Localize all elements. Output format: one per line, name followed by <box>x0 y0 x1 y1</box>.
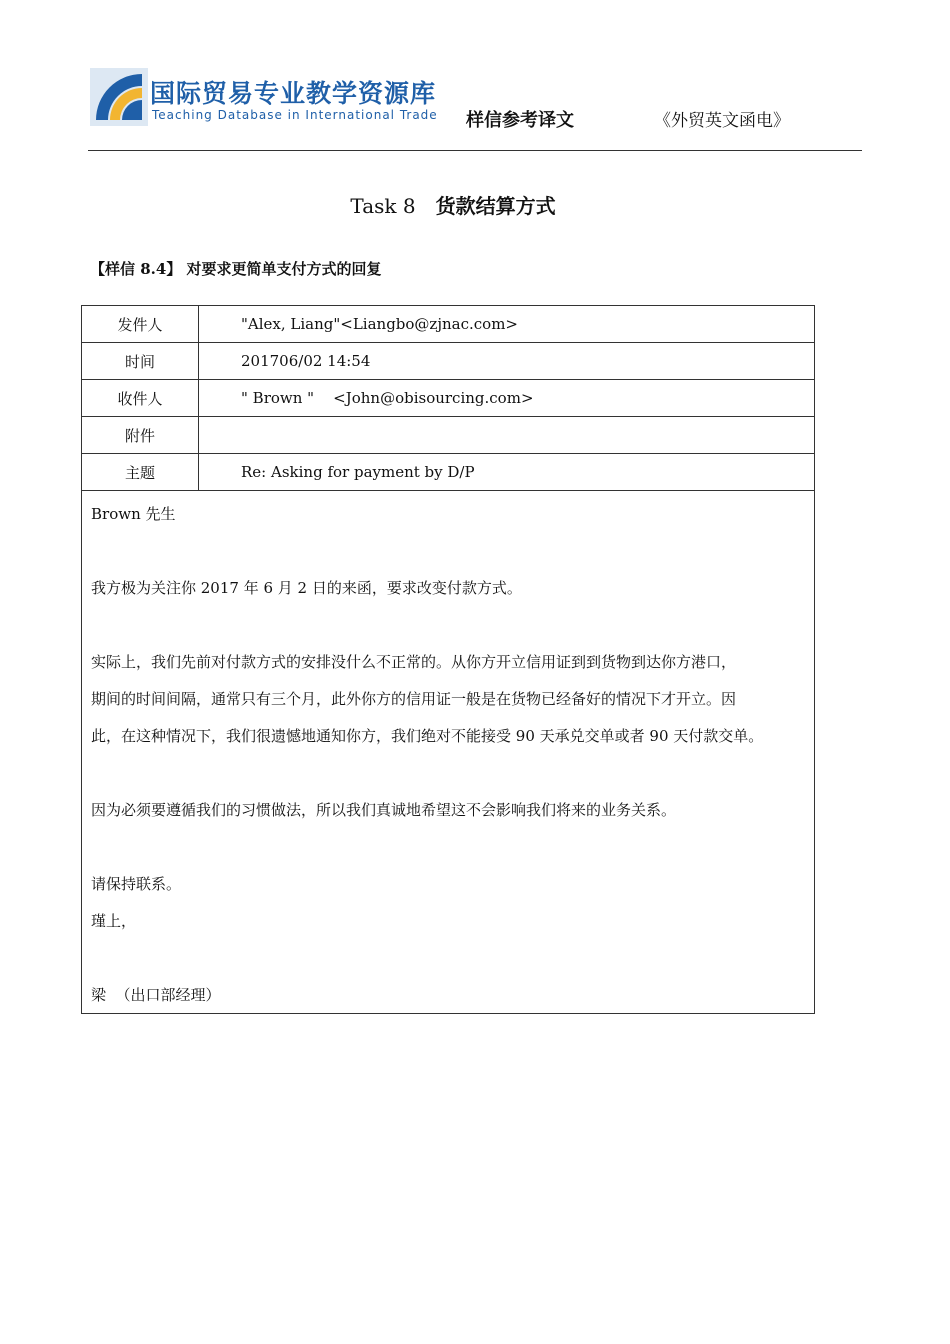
email-header-table <box>82 306 814 491</box>
table-row <box>82 343 814 380</box>
subject-value: Re: Asking for payment by D/P <box>199 454 815 491</box>
spacer <box>91 755 811 792</box>
attachment-value <box>199 417 815 454</box>
book-title: 《外贸英文函电》 <box>654 111 790 131</box>
subject-label: 主题 <box>82 454 199 491</box>
task-topic: 货款结算方式 <box>435 194 556 218</box>
paragraph-2-line-2: 期间的时间间隔，通常只有三个月，此外你方的信用证一般是在货物已经备好的情况下才开立。因 <box>91 690 737 708</box>
header-divider <box>88 150 862 151</box>
spacer <box>91 940 811 977</box>
task-number: Task 8 <box>350 194 416 218</box>
table-row <box>82 417 814 454</box>
time-label: 时间 <box>82 343 199 380</box>
recipient-label: 收件人 <box>82 380 199 417</box>
recipient-value: " Brown " <John@obisourcing.com> <box>199 380 815 417</box>
spacer <box>91 829 811 866</box>
email-box <box>81 305 815 1014</box>
email-body <box>91 496 811 1014</box>
page-title <box>0 190 906 219</box>
logo <box>90 68 448 126</box>
signature: 梁 （出口部经理） <box>91 986 221 1004</box>
paragraph-2-line-3: 此，在这种情况下，我们很遗憾地通知你方，我们绝对不能接受 90 天承兑交单或者 90 天付款交单。 <box>91 727 764 745</box>
table-row <box>82 380 814 417</box>
paragraph-2-line-1: 实际上，我们先前对付款方式的安排没什么不正常的。从你方开立信用证到到货物到达你方港口， <box>91 653 737 671</box>
sender-value: "Alex, Liang"<Liangbo@zjnac.com> <box>199 306 815 343</box>
table-row <box>82 454 814 491</box>
closing: 瑾上， <box>91 912 137 930</box>
sample-label: 样信参考译文 <box>466 110 574 131</box>
time-value: 201706/02 14:54 <box>199 343 815 380</box>
paragraph-1: 我方极为关注你 2017 年 6 月 2 日的来函，要求改变付款方式。 <box>91 579 522 597</box>
salutation: Brown 先生 <box>91 505 176 523</box>
logo-mark-icon <box>90 68 148 126</box>
logo-en-text: Teaching Database in International Trade <box>152 108 438 122</box>
logo-cn-text: 国际贸易专业教学资源库 <box>150 79 437 108</box>
paragraph-3: 因为必须要遵循我们的习惯做法，所以我们真诚地希望这不会影响我们将来的业务关系。 <box>91 801 677 819</box>
spacer <box>91 607 811 644</box>
table-row <box>82 306 814 343</box>
spacer <box>91 533 811 570</box>
letter-subtitle: 【样信 8.4】 对要求更简单支付方式的回复 <box>90 260 382 278</box>
attachment-label: 附件 <box>82 417 199 454</box>
sender-label: 发件人 <box>82 306 199 343</box>
paragraph-4: 请保持联系。 <box>91 875 182 893</box>
